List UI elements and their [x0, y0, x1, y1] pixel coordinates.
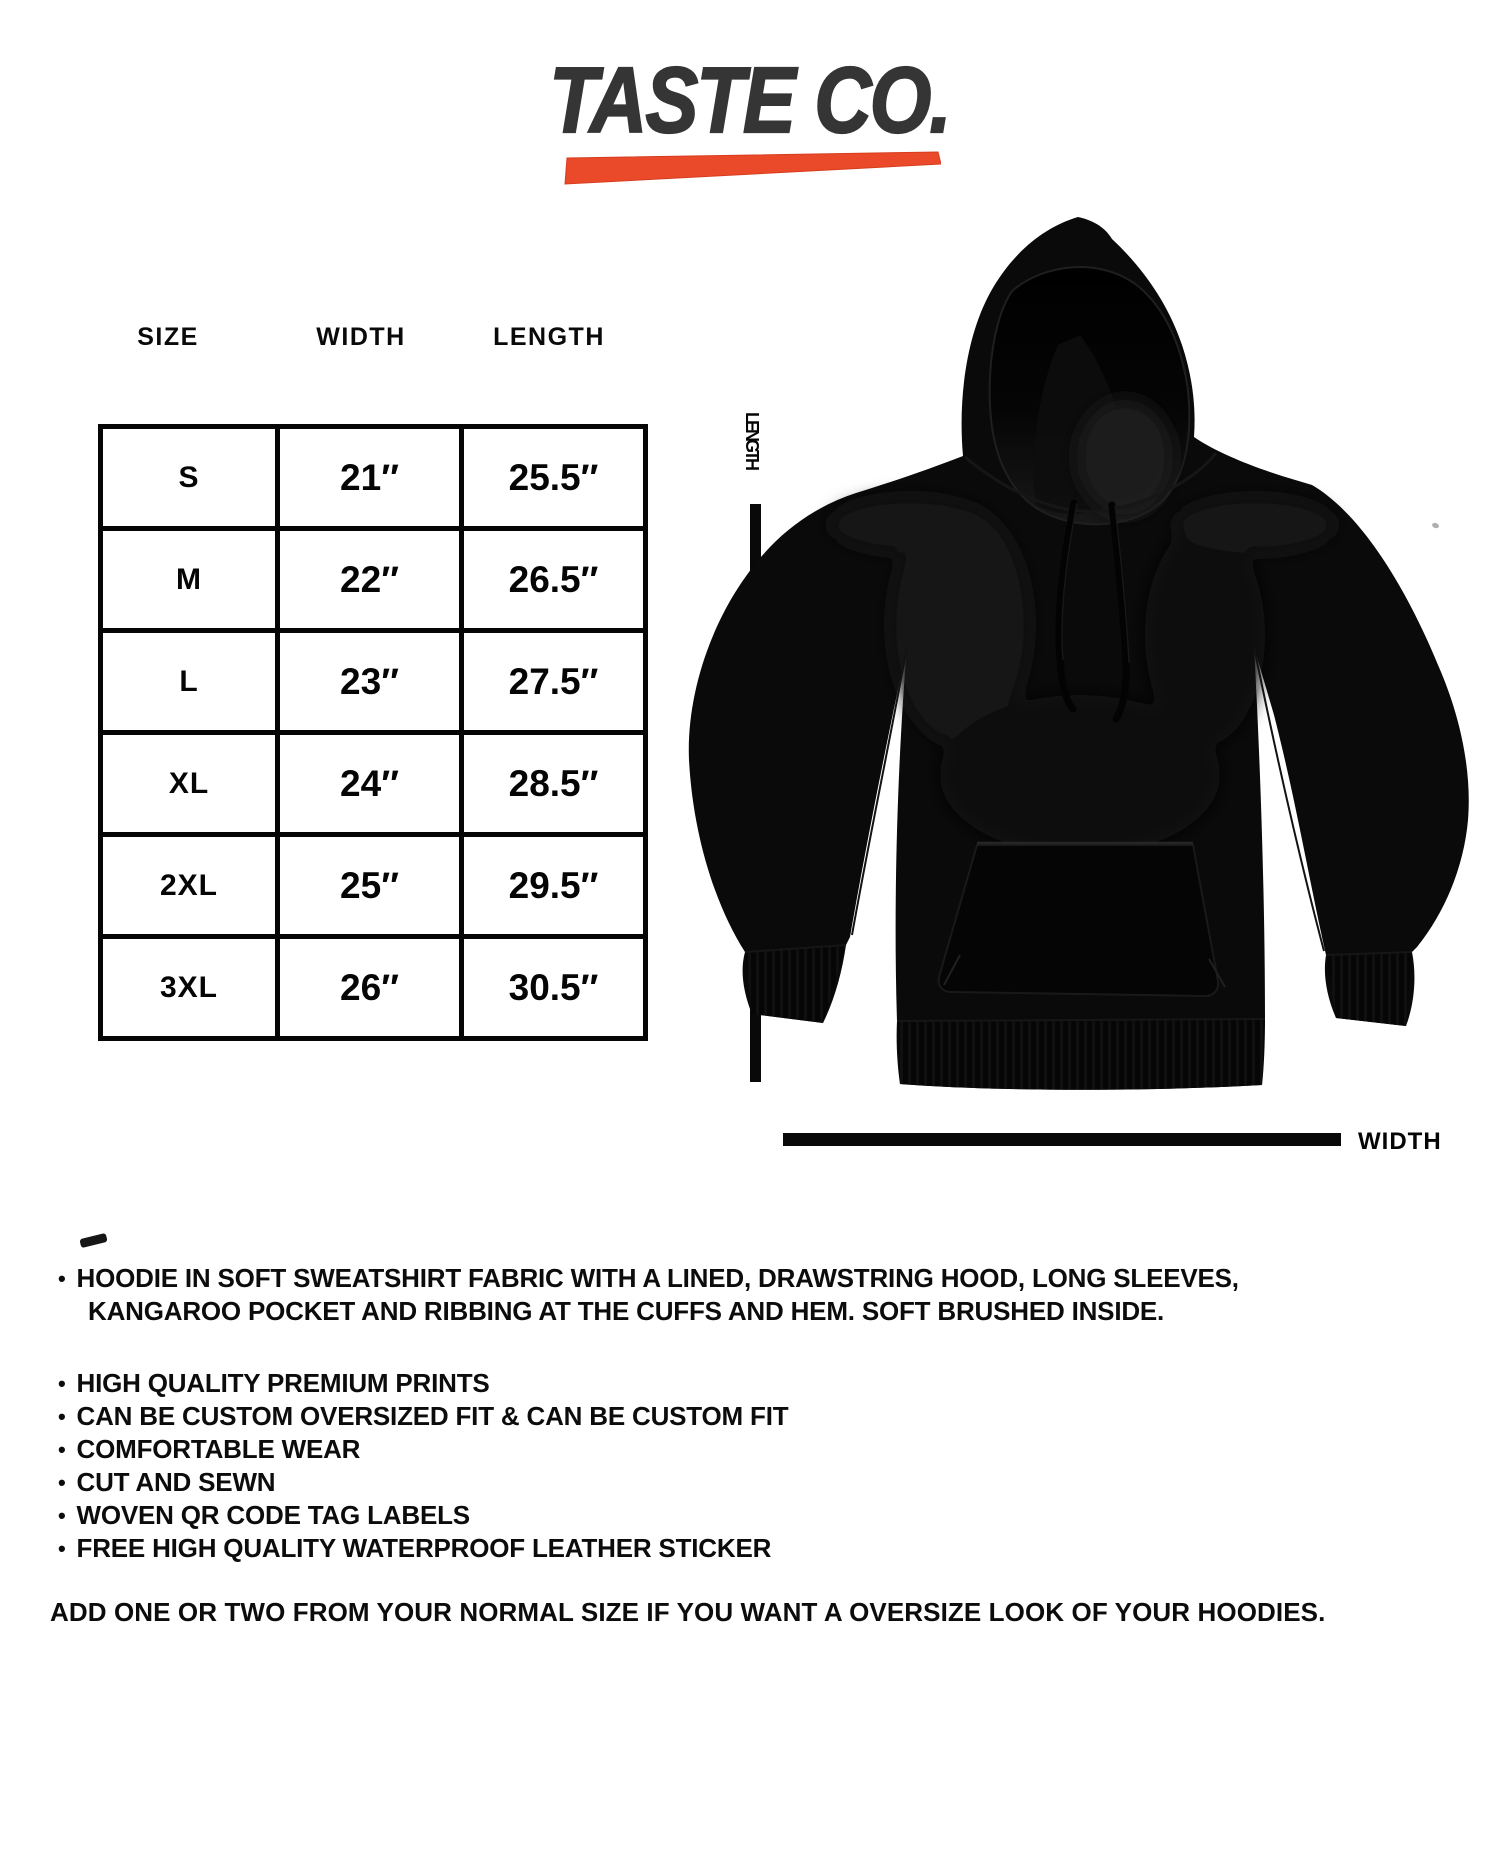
list-item: [58, 1367, 788, 1400]
feature-text: FREE HIGH QUALITY WATERPROOF LEATHER STICKER: [76, 1533, 772, 1563]
underline-shape: [565, 152, 941, 184]
size-chart-table: [98, 424, 648, 1041]
feature-text: WOVEN QR CODE TAG LABELS: [76, 1500, 470, 1530]
bullet-icon: •: [58, 1503, 66, 1528]
intro-line-2: KANGAROO POCKET AND RIBBING AT THE CUFFS AND HEM. SOFT BRUSHED INSIDE.: [88, 1296, 1165, 1326]
width-cell: 21″: [278, 427, 462, 529]
sizing-note: ADD ONE OR TWO FROM YOUR NORMAL SIZE IF YOU WANT A OVERSIZE LOOK OF YOUR HOODIES.: [50, 1597, 1326, 1627]
width-cell: 26″: [278, 937, 462, 1039]
table-row: [101, 733, 646, 835]
size-cell: XL: [101, 733, 278, 835]
width-cell: 25″: [278, 835, 462, 937]
width-cell: 22″: [278, 529, 462, 631]
hood-inner-sheen: [1077, 399, 1173, 515]
table-row: [101, 631, 646, 733]
intro-line-1: HOODIE IN SOFT SWEATSHIRT FABRIC WITH A LINED, DRAWSTRING HOOD, LONG SLEEVES,: [76, 1263, 1239, 1293]
column-header-length: LENGTH: [493, 323, 605, 351]
column-header-width: WIDTH: [316, 323, 406, 351]
size-cell: 2XL: [101, 835, 278, 937]
logo-underline-swoosh: [563, 150, 941, 186]
list-item: [58, 1466, 788, 1499]
bullet-icon: •: [58, 1404, 66, 1429]
width-cell: 24″: [278, 733, 462, 835]
length-cell: 29.5″: [462, 835, 646, 937]
bullet-icon: •: [58, 1437, 66, 1462]
bullet-icon: •: [58, 1371, 66, 1396]
size-cell: M: [101, 529, 278, 631]
size-cell: L: [101, 631, 278, 733]
feature-text: HIGH QUALITY PREMIUM PRINTS: [76, 1368, 490, 1398]
kangaroo-pocket: [939, 843, 1225, 996]
table-row: [101, 427, 646, 529]
feature-text: CAN BE CUSTOM OVERSIZED FIT & CAN BE CUSTOM FIT: [76, 1401, 789, 1431]
width-cell: 23″: [278, 631, 462, 733]
bullet-icon: •: [58, 1536, 66, 1561]
list-item: [58, 1532, 788, 1565]
feature-text: COMFORTABLE WEAR: [76, 1434, 361, 1464]
length-cell: 25.5″: [462, 427, 646, 529]
size-cell: S: [101, 427, 278, 529]
table-row: [101, 835, 646, 937]
list-item: [58, 1400, 788, 1433]
feature-list: [58, 1367, 788, 1565]
table-row: [101, 937, 646, 1039]
list-item: [58, 1433, 788, 1466]
width-measure-label: WIDTH: [1358, 1128, 1442, 1155]
length-cell: 26.5″: [462, 529, 646, 631]
hoodie-illustration: [660, 195, 1490, 1145]
feature-text: CUT AND SEWN: [76, 1467, 276, 1497]
image-artifact-mark: [79, 1233, 107, 1248]
bullet-icon: •: [58, 1470, 66, 1495]
length-measure-label: LENGTH: [742, 412, 762, 468]
size-cell: 3XL: [101, 937, 278, 1039]
length-cell: 27.5″: [462, 631, 646, 733]
brand-name: TASTE CO.: [549, 48, 951, 152]
brand-logo: [0, 48, 1500, 152]
length-cell: 28.5″: [462, 733, 646, 835]
table-row: [101, 529, 646, 631]
list-item: [58, 1499, 788, 1532]
bullet-icon: •: [58, 1266, 66, 1291]
product-intro: [58, 1262, 1239, 1328]
column-header-size: SIZE: [137, 323, 199, 351]
hem-band: [897, 1019, 1265, 1090]
length-cell: 30.5″: [462, 937, 646, 1039]
